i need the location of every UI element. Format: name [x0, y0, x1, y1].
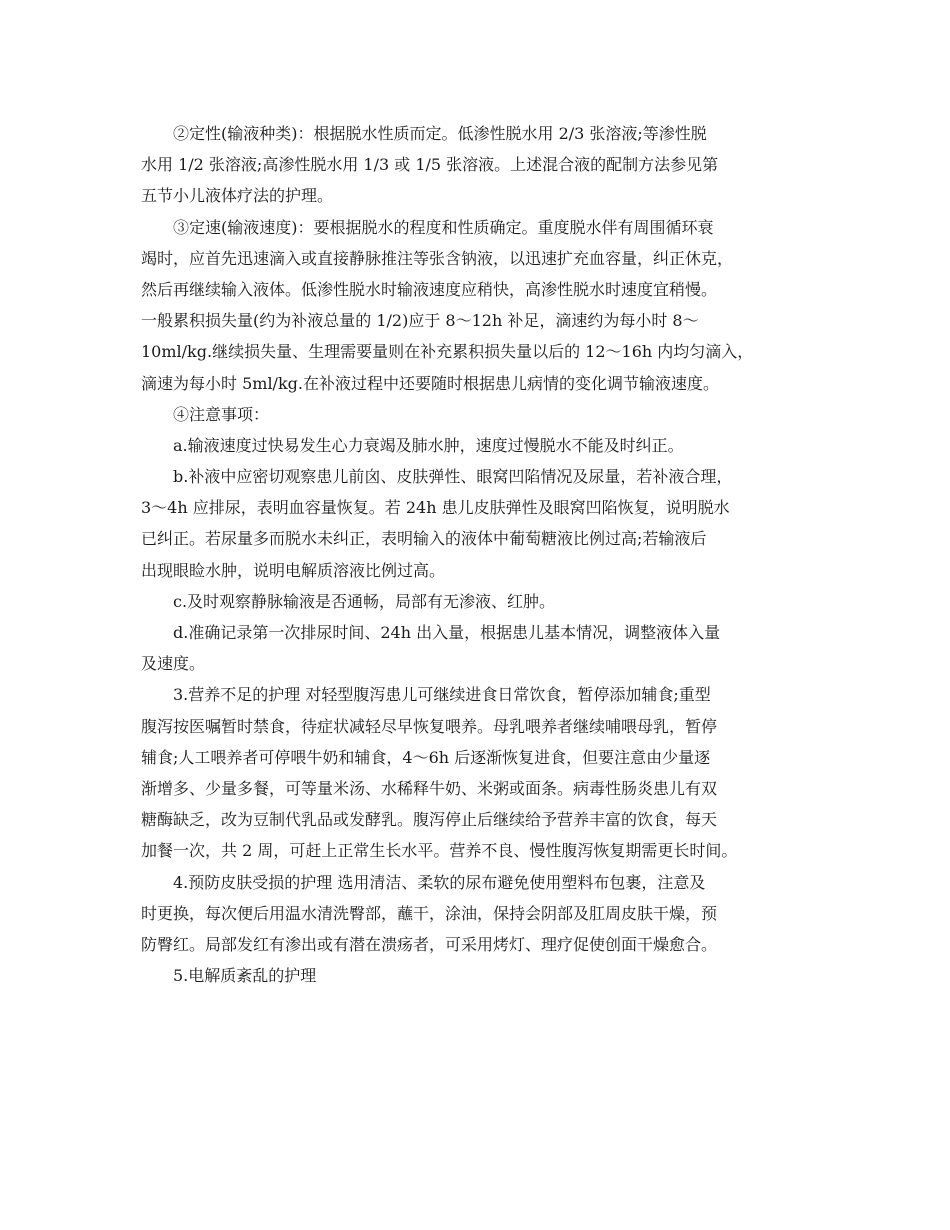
text-line — [141, 492, 831, 523]
text-line — [141, 679, 831, 710]
text-line-content: 已纠正。若尿量多而脱水未纠正，表明输入的液体中葡萄糖液比例过高;若输液后 — [141, 529, 707, 549]
text-line — [141, 305, 831, 336]
text-line-content: a.输液速度过快易发生心力衰竭及肺水肿，速度过慢脱水不能及时纠正。 — [173, 435, 684, 455]
text-line — [141, 399, 831, 430]
text-line — [141, 835, 831, 866]
text-line-content: 然后再继续输入液体。低渗性脱水时输液速度应稍快，高渗性脱水时速度宜稍慢。 — [141, 279, 718, 299]
text-line-content: 防臀红。局部发红有渗出或有潜在溃疡者，可采用烤灯、理疗促使创面干燥愈合。 — [141, 934, 718, 954]
text-line-content: 糖酶缺乏，改为豆制代乳品或发酵乳。腹泻停止后继续给予营养丰富的饮食，每天 — [141, 810, 718, 830]
text-line — [141, 960, 831, 991]
text-line-content: 3.营养不足的护理 对轻型腹泻患儿可继续进食日常饮食，暂停添加辅食;重型 — [173, 685, 711, 705]
text-line-content: 及速度。 — [141, 654, 206, 674]
text-line — [141, 523, 831, 554]
text-line-content: 竭时，应首先迅速滴入或直接静脉推注等张含钠液，以迅速扩充血容量，纠正休克， — [141, 248, 734, 268]
text-line — [141, 555, 831, 586]
text-line — [141, 804, 831, 835]
text-line — [141, 336, 831, 367]
text-line — [141, 929, 831, 960]
text-line-content: 水用 1/2 张溶液;高渗性脱水用 1/3 或 1/5 张溶液。上述混合液的配制方法参见第 — [141, 155, 719, 175]
text-line-content: 3～4h 应排尿，表明血容量恢复。若 24h 患儿皮肤弹性及眼窝凹陷恢复，说明脱水 — [141, 498, 730, 518]
text-line-content: 五节小儿液体疗法的护理。 — [141, 186, 334, 206]
text-line — [141, 180, 831, 211]
text-line-content: 滴速为每小时 5ml/kg.在补液过程中还要随时根据患儿病情的变化调节输液速度。 — [141, 373, 719, 393]
text-line-content: 辅食;人工喂养者可停喂牛奶和辅食，4～6h 后逐渐恢复进食，但要注意由少量逐 — [141, 747, 711, 767]
text-line-content: 5.电解质紊乱的护理 — [173, 966, 317, 986]
text-line — [141, 461, 831, 492]
text-line — [141, 243, 831, 274]
text-line — [141, 898, 831, 929]
text-line — [141, 118, 831, 149]
text-line — [141, 648, 831, 679]
text-line-content: d.准确记录第一次排尿时间、24h 出入量，根据患儿基本情况，调整液体入量 — [173, 623, 721, 642]
text-line-content: 时更换，每次便后用温水清洗臀部，蘸干，涂油，保持会阴部及肛周皮肤干燥，预 — [141, 903, 718, 923]
text-line-content: 渐增多、少量多餐，可等量米汤、水稀释牛奶、米粥或面条。病毒性肠炎患儿有双 — [141, 778, 718, 798]
document-body — [141, 118, 831, 991]
text-line — [141, 586, 831, 617]
text-line — [141, 742, 831, 773]
text-line-content: 腹泻按医嘱暂时禁食，待症状减轻尽早恢复喂养。母乳喂养者继续哺喂母乳，暂停 — [141, 716, 718, 736]
text-line-content: 出现眼睑水肿，说明电解质溶液比例过高。 — [141, 560, 446, 580]
text-line — [141, 368, 831, 399]
text-line — [141, 711, 831, 742]
text-line — [141, 867, 831, 898]
text-line — [141, 149, 831, 180]
text-line-content: 4.预防皮肤受损的护理 选用清洁、柔软的尿布避免使用塑料布包裹，注意及 — [173, 872, 706, 892]
text-line-content: b.补液中应密切观察患儿前囟、皮肤弹性、眼窝凹陷情况及尿量，若补液合理， — [173, 467, 733, 487]
text-line — [141, 212, 831, 243]
text-line — [141, 430, 831, 461]
text-line-content: 加餐一次，共 2 周，可赶上正常生长水平。营养不良、慢性腹泻恢复期需更长时间。 — [141, 841, 738, 861]
text-line-content: ②定性(输液种类)：根据脱水性质而定。低渗性脱水用 2/3 张溶液;等渗性脱 — [173, 124, 707, 143]
text-line-content: c.及时观察静脉输液是否通畅，局部有无渗液、红肿。 — [173, 591, 556, 611]
text-line — [141, 773, 831, 804]
text-line-content: ③定速(输液速度)：要根据脱水的程度和性质确定。重度脱水伴有周围循环衰 — [173, 217, 714, 237]
text-line-content: ④注意事项： — [173, 404, 270, 424]
text-line-content: 一般累积损失量(约为补液总量的 1/2)应于 8～12h 补足，滴速约为每小时 8～ — [141, 311, 699, 331]
text-line — [141, 274, 831, 305]
text-line-content: 10ml/kg.继续损失量、生理需要量则在补充累积损失量以后的 12～16h 内均匀滴入， — [141, 342, 754, 362]
text-line — [141, 617, 831, 648]
